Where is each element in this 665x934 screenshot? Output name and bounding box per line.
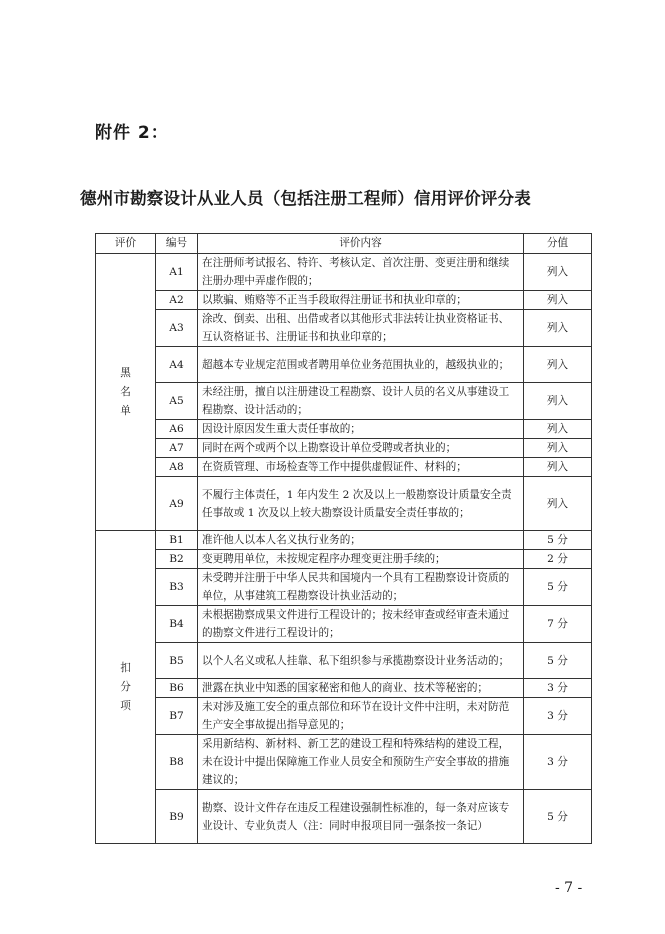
row-content: 在注册师考试报名、特许、考核认定、首次注册、变更注册和继续注册办理中弄虚作假的； — [198, 254, 524, 291]
row-content: 以个人名义或私人挂靠、私下组织参与承揽勘察设计业务活动的； — [198, 643, 524, 679]
table-header-row — [96, 234, 592, 254]
row-content: 未根据勘察成果文件进行工程设计的；按未经审查或经审查未通过的勘察文件进行工程设计的； — [198, 606, 524, 643]
row-content: 超越本专业规定范围或者聘用单位业务范围执业的，越级执业的； — [198, 347, 524, 383]
row-score: 5 分 — [524, 643, 592, 679]
row-score: 3 分 — [524, 679, 592, 698]
row-content: 变更聘用单位，未按规定程序办理变更注册手续的； — [198, 550, 524, 569]
row-score: 5 分 — [524, 569, 592, 606]
table-row — [96, 383, 592, 420]
table-row — [96, 679, 592, 698]
row-code: B9 — [156, 790, 198, 844]
table-row — [96, 439, 592, 458]
row-code: A1 — [156, 254, 198, 291]
row-score: 列入 — [524, 291, 592, 310]
row-score: 5 分 — [524, 790, 592, 844]
row-content: 未对涉及施工安全的重点部位和环节在设计文件中注明，未对防范生产安全事故提出指导意见的； — [198, 698, 524, 735]
header-category: 评价 — [96, 234, 156, 254]
row-code: B7 — [156, 698, 198, 735]
row-code: A3 — [156, 310, 198, 347]
row-code: A8 — [156, 458, 198, 477]
row-score: 列入 — [524, 310, 592, 347]
deduction-category-label: 扣分项 — [120, 661, 131, 712]
table-row — [96, 698, 592, 735]
row-score: 3 分 — [524, 735, 592, 790]
row-code: B1 — [156, 531, 198, 550]
row-score: 7 分 — [524, 606, 592, 643]
row-content: 泄露在执业中知悉的国家秘密和他人的商业、技术等秘密的； — [198, 679, 524, 698]
row-score: 5 分 — [524, 531, 592, 550]
document-title: 德州市勘察设计从业人员（包括注册工程师）信用评价评分表 — [80, 189, 531, 208]
row-code: A7 — [156, 439, 198, 458]
row-content: 以欺骗、贿赂等不正当手段取得注册证书和执业印章的； — [198, 291, 524, 310]
row-content: 在资质管理、市场检查等工作中提供虚假证件、材料的； — [198, 458, 524, 477]
row-score: 列入 — [524, 347, 592, 383]
credit-score-table — [95, 233, 592, 844]
table-row — [96, 458, 592, 477]
row-code: B6 — [156, 679, 198, 698]
row-score: 列入 — [524, 420, 592, 439]
table-row — [96, 291, 592, 310]
header-score: 分值 — [524, 234, 592, 254]
table-row — [96, 254, 592, 291]
row-code: B8 — [156, 735, 198, 790]
table-row — [96, 643, 592, 679]
deduction-category-cell — [96, 531, 156, 844]
attachment-label: 附件 2： — [95, 123, 169, 143]
row-content: 不履行主体责任，1 年内发生 2 次及以上一般勘察设计质量安全责任事故或 1 次及以上较大勘察设计质量安全责任事故的； — [198, 477, 524, 531]
table-row — [96, 606, 592, 643]
row-score: 2 分 — [524, 550, 592, 569]
row-content: 涂改、倒卖、出租、出借或者以其他形式非法转让执业资格证书、互认资格证书、注册证书和执业印章的； — [198, 310, 524, 347]
row-code: B5 — [156, 643, 198, 679]
row-score: 列入 — [524, 458, 592, 477]
row-content: 同时在两个或两个以上勘察设计单位受聘或者执业的； — [198, 439, 524, 458]
row-score: 列入 — [524, 439, 592, 458]
table-row — [96, 569, 592, 606]
table-row — [96, 531, 592, 550]
row-score: 3 分 — [524, 698, 592, 735]
row-content: 因设计原因发生重大责任事故的； — [198, 420, 524, 439]
table-row — [96, 310, 592, 347]
row-code: B2 — [156, 550, 198, 569]
row-score: 列入 — [524, 383, 592, 420]
table-row — [96, 735, 592, 790]
row-score: 列入 — [524, 254, 592, 291]
blacklist-category-label: 黑名单 — [120, 366, 131, 417]
row-code: A2 — [156, 291, 198, 310]
table-row — [96, 420, 592, 439]
row-content: 未经注册，擅自以注册建设工程勘察、设计人员的名义从事建设工程勘察、设计活动的； — [198, 383, 524, 420]
row-code: A4 — [156, 347, 198, 383]
row-content: 未受聘并注册于中华人民共和国境内一个具有工程勘察设计资质的单位，从事建筑工程勘察设计执业活动的； — [198, 569, 524, 606]
header-code: 编号 — [156, 234, 198, 254]
header-content: 评价内容 — [198, 234, 524, 254]
row-score: 列入 — [524, 477, 592, 531]
table-row — [96, 477, 592, 531]
blacklist-category-cell — [96, 254, 156, 531]
table-row — [96, 347, 592, 383]
row-code: B4 — [156, 606, 198, 643]
row-code: A9 — [156, 477, 198, 531]
row-content: 采用新结构、新材料、新工艺的建设工程和特殊结构的建设工程，未在设计中提出保障施工作业人员安全和预防生产安全事故的措施建议的； — [198, 735, 524, 790]
row-content: 准许他人以本人名义执行业务的； — [198, 531, 524, 550]
row-code: A5 — [156, 383, 198, 420]
row-code: A6 — [156, 420, 198, 439]
row-content: 勘察、设计文件存在违反工程建设强制性标准的，每一条对应该专业设计、专业负责人（注：同时申报项目同一强条按一条记） — [198, 790, 524, 844]
page-number: - 7 - — [555, 880, 583, 896]
row-code: B3 — [156, 569, 198, 606]
table-row — [96, 550, 592, 569]
table-row — [96, 790, 592, 844]
